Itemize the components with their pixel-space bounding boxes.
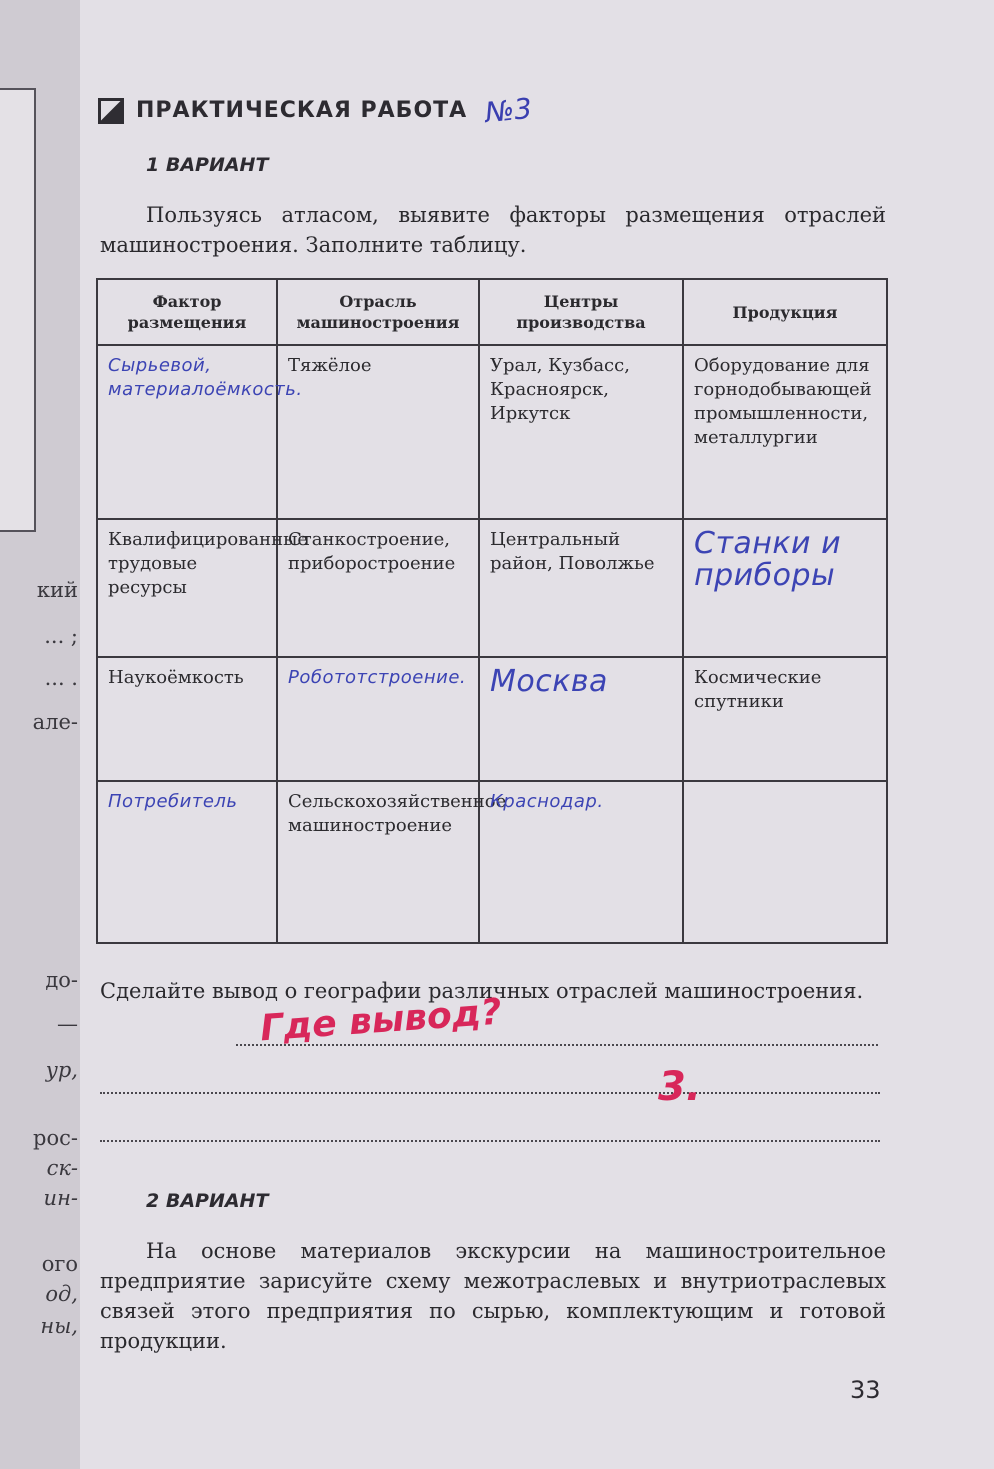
edge-text: ого xyxy=(41,1252,78,1276)
factor-cell: Наукоёмкость xyxy=(97,657,277,781)
edge-text: але- xyxy=(32,710,78,734)
table-row xyxy=(97,519,887,657)
section-header xyxy=(98,91,534,130)
centers-cell: Центральный район, Поволжье xyxy=(479,519,683,657)
map-fragment xyxy=(0,88,36,532)
edge-text: ск- xyxy=(46,1156,78,1180)
factors-table xyxy=(96,278,888,944)
edge-text: ... ; xyxy=(44,624,78,648)
column-header: Фактор размещения xyxy=(97,279,277,345)
corner-marker-icon xyxy=(98,98,124,124)
edge-text: ны, xyxy=(40,1314,78,1338)
edge-text: кий xyxy=(36,578,78,602)
products-cell xyxy=(683,781,887,943)
centers-cell-handwritten: Москва xyxy=(479,657,683,781)
variant-2-task: На основе материалов экскурсии на машиностроительное предприятие зарисуйте схему межотраслевых и внутриотраслевых связей этого предприятия по сырью, комплектующим и готовой продукции. xyxy=(100,1239,886,1353)
factor-cell: Квалифицированные трудовые ресурсы xyxy=(97,519,277,657)
branch-cell: Станкостроение, приборостроение xyxy=(277,519,479,657)
table-row xyxy=(97,657,887,781)
answer-line xyxy=(100,1140,880,1142)
edge-text: ин- xyxy=(43,1186,78,1210)
grade-mark: 3. xyxy=(658,1064,702,1110)
branch-cell: Тяжёлое xyxy=(277,345,479,519)
products-cell: Оборудование для горнодобывающей промышленности, металлургии xyxy=(683,345,887,519)
left-page-edge xyxy=(0,0,83,1469)
table-header-row xyxy=(97,279,887,345)
edge-text: ур, xyxy=(45,1058,78,1082)
variant-2-label: 2 ВАРИАНТ xyxy=(146,1190,269,1212)
edge-text: до- xyxy=(45,968,78,992)
edge-text: — xyxy=(57,1012,78,1036)
answer-line xyxy=(100,1092,880,1094)
edge-text: рос- xyxy=(33,1126,78,1150)
edge-text: од, xyxy=(45,1282,78,1306)
centers-cell-handwritten: Краснодар. xyxy=(479,781,683,943)
page-number: 33 xyxy=(850,1376,881,1404)
factor-cell-handwritten: Потребитель xyxy=(97,781,277,943)
factor-cell-handwritten: Сырьевой, материалоёмкость. xyxy=(97,345,277,519)
column-header: Центры производства xyxy=(479,279,683,345)
conclusion-prompt: Сделайте вывод о географии различных отраслей машиностроения. xyxy=(100,979,864,1003)
branch-cell-handwritten: Робототстроение. xyxy=(277,657,479,781)
column-header: Продукция xyxy=(683,279,887,345)
variant-1-task: Пользуясь атласом, выявите факторы размещения отраслей машиностроения. Заполните таблицу. xyxy=(100,203,886,257)
table-row xyxy=(97,345,887,519)
handwritten-work-number: №3 xyxy=(483,91,534,130)
teacher-note: Где вывод? xyxy=(258,991,503,1050)
centers-cell: Урал, Кузбасс, Красноярск, Иркутск xyxy=(479,345,683,519)
products-cell-handwritten: Станки и приборы xyxy=(683,519,887,657)
branch-cell: Сельскохозяйственное машиностроение xyxy=(277,781,479,943)
edge-text: ... . xyxy=(44,666,78,690)
section-title: ПРАКТИЧЕСКАЯ РАБОТА xyxy=(136,98,468,123)
column-header: Отрасль машиностроения xyxy=(277,279,479,345)
table-row xyxy=(97,781,887,943)
variant-1-label: 1 ВАРИАНТ xyxy=(146,154,269,176)
products-cell: Космические спутники xyxy=(683,657,887,781)
